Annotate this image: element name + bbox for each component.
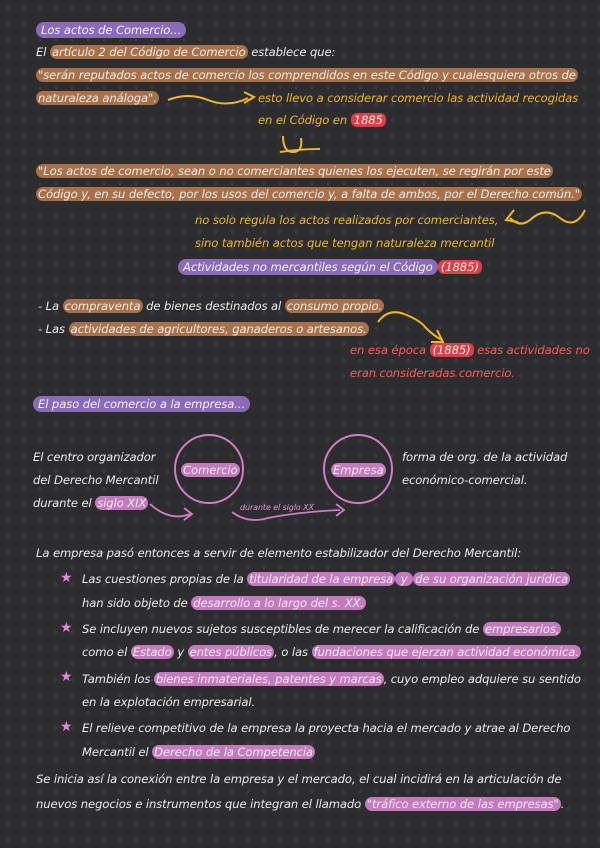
note1-line2: en el Código en 1885 — [258, 113, 386, 128]
right-text-line1: forma de org. de la actividad — [402, 450, 568, 464]
pink-arrow-left-icon — [150, 504, 190, 516]
left-text-line3: durante el siglo XIX — [33, 496, 147, 510]
quote1-line2: naturaleza análoga". — [38, 91, 157, 105]
right-text-line2: económico-comercial. — [402, 473, 528, 487]
point2-line1: Se incluyen nuevos sujetos susceptibles de merecer la calificación de empresarios, — [82, 622, 560, 636]
left-text-line1: El centro organizador — [33, 450, 156, 464]
wave-arrow-head-icon — [506, 210, 518, 222]
note2-line1: no solo regula los actos realizados por comerciantes, — [195, 213, 499, 227]
section1-title: Los actos de Comercio... — [36, 23, 186, 38]
point1-line1: Las cuestiones propias de la titularidad de la empresa y de su organización jurídica — [82, 572, 569, 586]
star-bullet-icon: ★ — [60, 669, 73, 685]
bullet-compraventa: - La compraventa de bienes destinados al consumo propio. — [38, 299, 383, 313]
connector-loop-icon — [280, 136, 320, 152]
point4-line2: Mercantil el Derecho de la Competencia — [82, 745, 314, 759]
arrow-head-icon — [244, 92, 254, 103]
note3-line1: en esa época (1885) esas actividades no — [350, 343, 590, 357]
point4-line1: El relieve competitivo de la empresa la proyecta hacia el mercado y atrae al Derecho — [82, 721, 571, 735]
bullet-actividades: - Las actividades de agricultores, ganaderos o artesanos. — [38, 322, 367, 336]
star-bullet-icon: ★ — [60, 570, 73, 586]
note2-line2: sino también actos que tengan naturaleza mercantil — [195, 236, 495, 250]
non-mercantile-heading: Actividades no mercantiles según el Código (1885) — [178, 260, 482, 275]
empresa-label: Empresa — [333, 463, 384, 477]
point1-line2: han sido objeto de desarrollo a lo largo del s. XX. — [82, 596, 364, 610]
curly-arrow-icon — [168, 96, 248, 104]
section2-intro: La empresa pasó entonces a servir de elemento estabilizador del Derecho Mercantil: — [36, 546, 521, 560]
left-text-line2: del Derecho Mercantil — [33, 473, 159, 487]
comercio-label: Comercio — [183, 463, 238, 477]
article-intro: El artículo 2 del Código de Comercio establece que: — [36, 45, 336, 59]
star-bullet-icon: ★ — [60, 719, 73, 735]
star-bullet-icon: ★ — [60, 620, 73, 636]
wave-arrow-icon — [510, 210, 585, 224]
quote2-line2: Código y, en su defecto, por los usos del comercio y, a falta de ambos, por el Derecho común." — [38, 187, 580, 201]
note1-line1: esto llevo a considerar comercio las actividad recogidas — [258, 91, 579, 105]
point3-line1: También los bienes inmateriales, patentes y marcas , cuyo empleo adquiere su sentido — [82, 672, 581, 686]
quote2-line1: "Los actos de comercio, sean o no comerciantes quienes los ejecuten, se regirán por este — [38, 164, 551, 178]
point3-line2: en la explotación empresarial. — [82, 695, 256, 709]
note3-line2: eran consideradas comercio. — [350, 366, 516, 380]
closing-line1: Se inicia así la conexión entre la empresa y el mercado, el cual incidirá en la articulación de — [36, 772, 562, 786]
bracket-arrow-icon — [378, 312, 442, 340]
closing-line2: nuevos negocios e instrumentos que integran el llamado "tráfico externo de las empresas" . — [36, 797, 565, 811]
quote1-line1: "serán reputados actos de comercio los comprendidos en este Código y cualesquiera otros de — [38, 68, 576, 82]
arrow-label: durante el siglo XX — [240, 503, 314, 512]
section2-title: El paso del comercio a la empresa... — [33, 397, 250, 412]
point2-line2: como el Estado y entes públicos , o las fundaciones que ejerzan actividad económica. — [82, 645, 579, 659]
